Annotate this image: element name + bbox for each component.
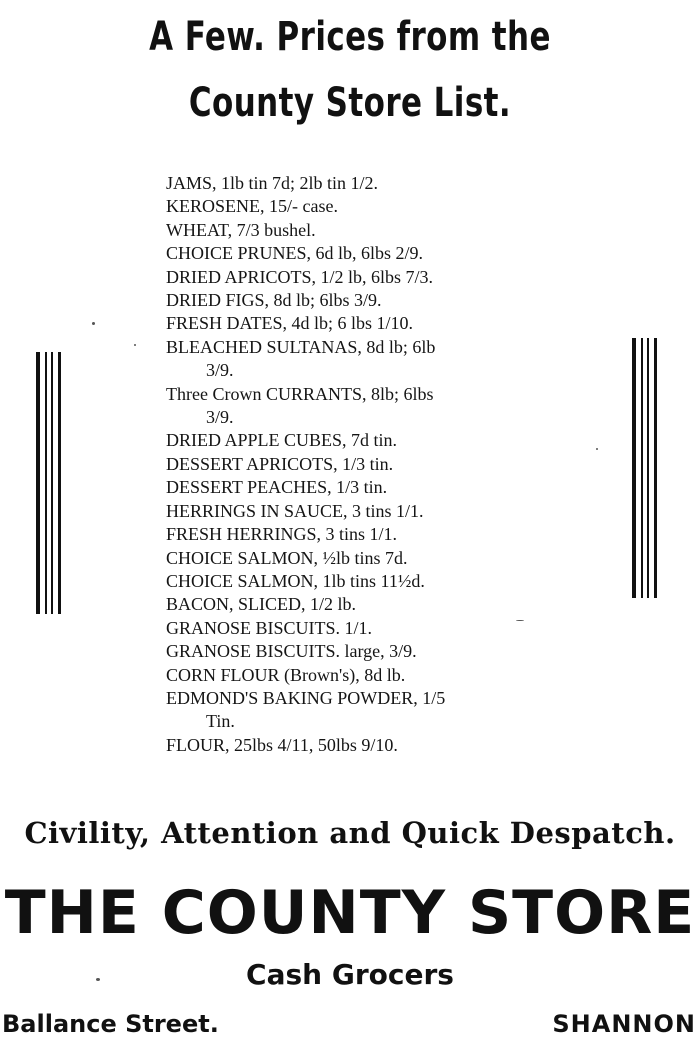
rule-bar <box>51 352 53 614</box>
price-list-item-continuation: 3/9. <box>206 360 234 381</box>
tagline: Civility, Attention and Quick Despatch. <box>24 816 676 850</box>
price-list-item: DRIED FIGS, 8d lb; 6lbs 3/9. <box>166 290 382 311</box>
price-list-item: CHOICE PRUNES, 6d lb, 6lbs 2/9. <box>166 243 424 264</box>
rule-bar <box>647 338 649 598</box>
heading-line-2: County Store List. <box>188 80 512 126</box>
price-list-item: Three Crown CURRANTS, 8lb; 6lbs <box>166 383 434 404</box>
rule-bar <box>58 352 61 614</box>
price-list-item: DRIED APPLE CUBES, 7d tin. <box>166 430 398 451</box>
price-list-item: FLOUR, 25lbs 4/11, 50lbs 9/10. <box>166 734 398 755</box>
price-list-item: HERRINGS IN SAUCE, 3 tins 1/1. <box>166 500 424 521</box>
price-list-item: CHOICE SALMON, ½lb tins 7d. <box>166 547 408 568</box>
print-speck <box>92 322 95 325</box>
price-list-item: DESSERT APRICOTS, 1/3 tin. <box>166 453 394 474</box>
rule-bar <box>641 338 643 598</box>
rule-bar <box>632 338 636 598</box>
price-list-item: EDMOND'S BAKING POWDER, 1/5 <box>166 687 446 708</box>
price-list-item: JAMS, 1lb tin 7d; 2lb tin 1/2. <box>166 173 379 193</box>
print-speck <box>596 448 598 450</box>
price-list <box>166 172 566 757</box>
rule-bar <box>36 352 40 614</box>
price-list-item: DESSERT PEACHES, 1/3 tin. <box>166 477 388 498</box>
print-speck <box>96 978 100 981</box>
price-list-item: DRIED APRICOTS, 1/2 lb, 6lbs 7/3. <box>166 266 434 287</box>
decorative-rules-right <box>632 338 662 598</box>
price-list-item: BACON, SLICED, 1/2 lb. <box>166 594 357 615</box>
print-speck <box>134 344 136 346</box>
price-list-item: BLEACHED SULTANAS, 8d lb; 6lb <box>166 336 436 357</box>
print-speck <box>516 620 524 621</box>
decorative-rules-left <box>36 352 66 614</box>
price-list-item: KEROSENE, 15/- case. <box>166 196 338 217</box>
price-list-item: GRANOSE BISCUITS. large, 3/9. <box>166 641 417 662</box>
heading-line-1: A Few. Prices from the <box>149 14 551 60</box>
price-list-item: GRANOSE BISCUITS. 1/1. <box>166 617 373 638</box>
store-name: THE COUNTY STORE <box>4 878 696 948</box>
rule-bar <box>45 352 47 614</box>
price-list-item: CORN FLOUR (Brown's), 8d lb. <box>166 664 406 685</box>
address-street: Ballance Street. <box>2 1010 219 1038</box>
price-list-item: FRESH HERRINGS, 3 tins 1/1. <box>166 524 398 545</box>
store-type: Cash Grocers <box>246 958 454 991</box>
rule-bar <box>654 338 657 598</box>
price-list-item: WHEAT, 7/3 bushel. <box>166 219 316 240</box>
price-list-item: FRESH DATES, 4d lb; 6 lbs 1/10. <box>166 313 414 334</box>
price-list-item-continuation: 3/9. <box>206 407 234 428</box>
price-list-item: CHOICE SALMON, 1lb tins 11½d. <box>166 570 425 591</box>
price-list-item-continuation: Tin. <box>206 711 235 732</box>
address-town: SHANNON <box>552 1010 696 1038</box>
